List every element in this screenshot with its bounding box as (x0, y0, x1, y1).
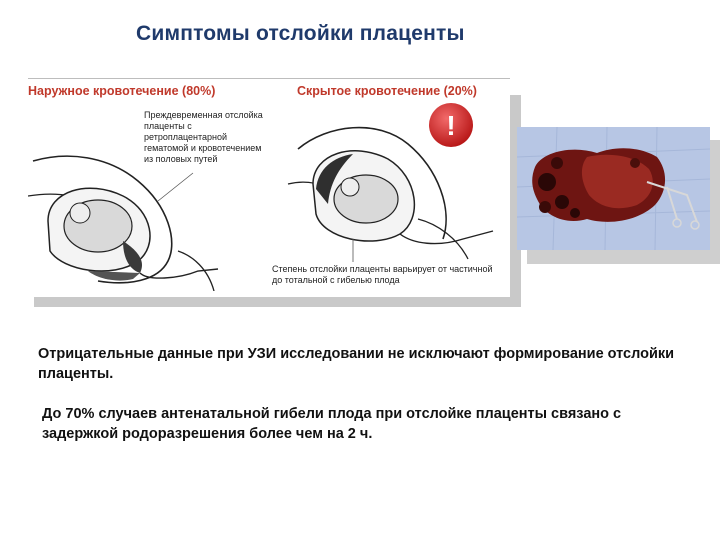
warning-icon (426, 100, 476, 150)
paragraph-ultrasound: Отрицательные данные при УЗИ исследовании не исключают формирование отслойки плаценты. (38, 346, 675, 382)
external-bleeding-label: Наружное кровотечение (80%) (28, 84, 216, 98)
placental-abruption-figure (28, 78, 510, 297)
paragraph-fetal-death: До 70% случаев антенатальной гибели плода при отслойке плаценты связано с задержкой родоразрешения более чем на 2 ч. (42, 406, 622, 442)
svg-text:!: ! (446, 110, 456, 141)
concealed-bleeding-label: Скрытое кровотечение (20%) (297, 84, 477, 98)
slide-title: Симптомы отслойки плаценты (136, 22, 465, 45)
placenta-photo (517, 127, 710, 250)
placenta-photo-image (517, 127, 710, 250)
slide-body (38, 344, 688, 444)
left-diagram-caption: Преждевременная отслойка плаценты с ретроплацентарной гематомой и кровотечением из половых путей (144, 110, 263, 164)
right-diagram-caption: Степень отслойки плаценты варьирует от частичной до тотальной с гибелью плода (272, 264, 493, 285)
